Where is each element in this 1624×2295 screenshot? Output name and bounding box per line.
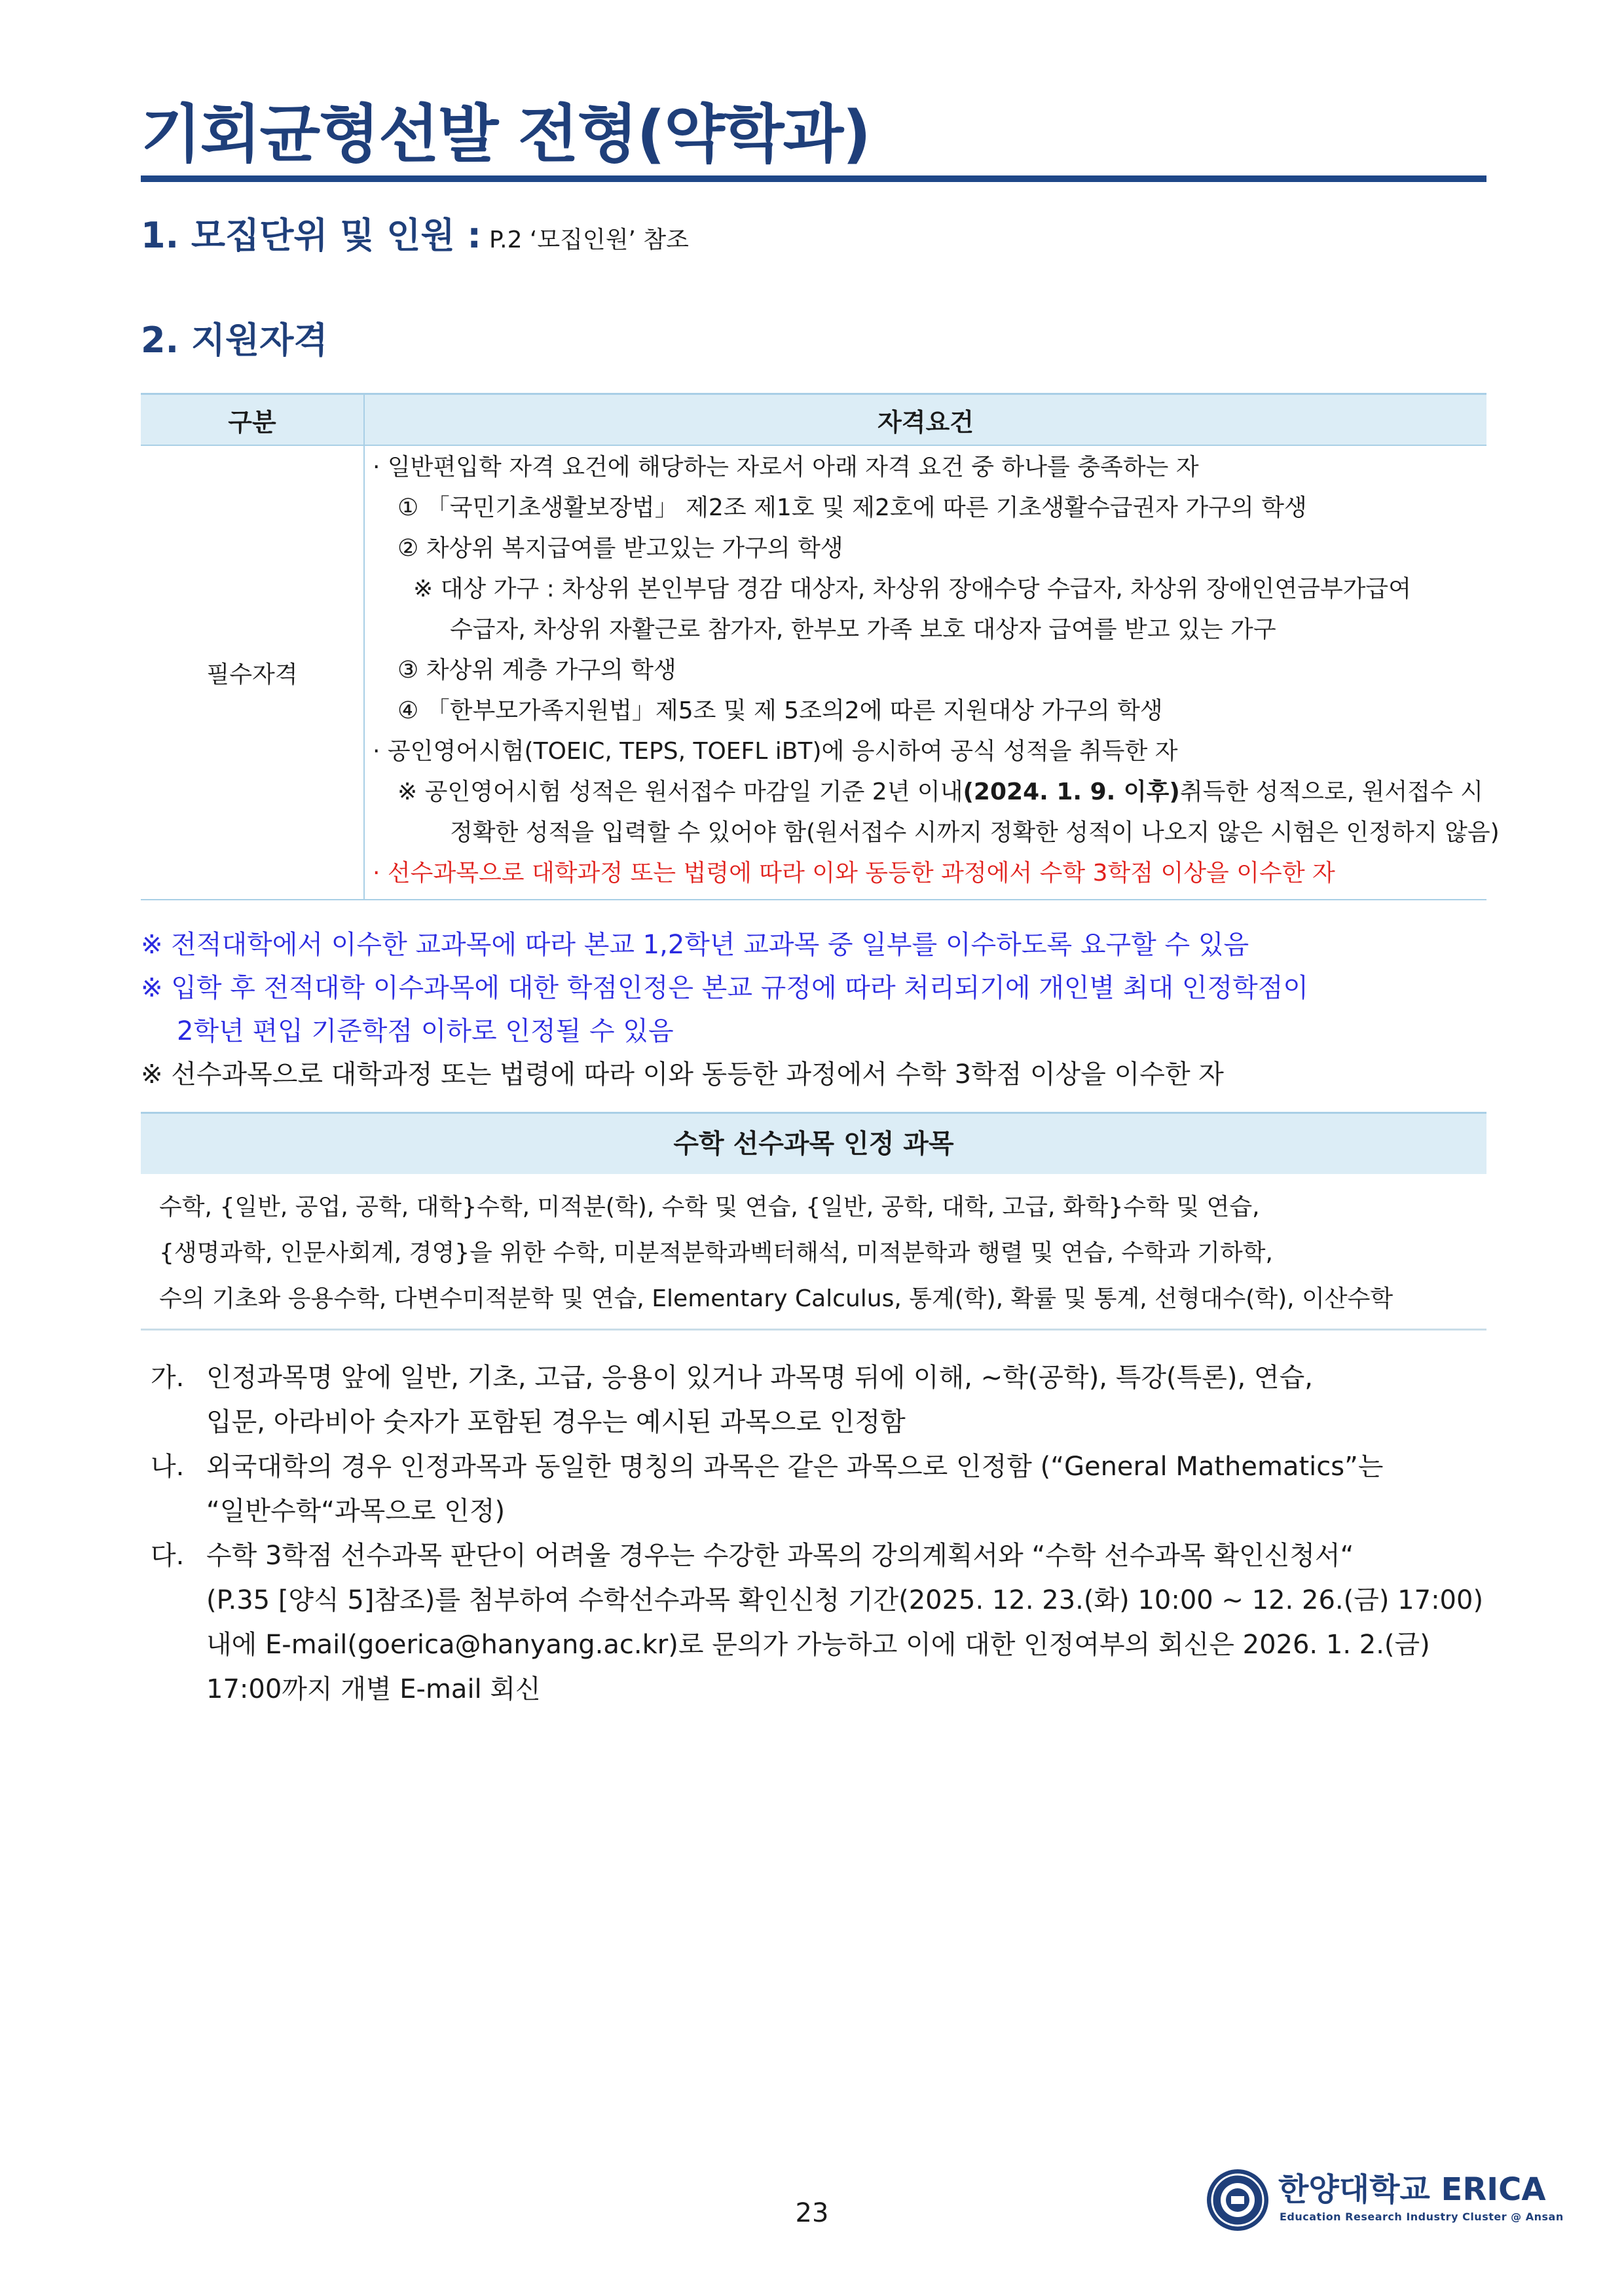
note-line: 2학년 편입 기준학점 이하로 인정될 수 있음 bbox=[177, 1016, 674, 1046]
requirements-cell bbox=[364, 445, 1500, 900]
requirement-line: 수급자, 차상위 자활근로 참가자, 한부모 가족 보호 대상자 급여를 받고 있는 가구 bbox=[450, 616, 1276, 643]
list-marker: 다. bbox=[151, 1541, 185, 1571]
university-seal-icon bbox=[1205, 2167, 1270, 2233]
list-marker: 나. bbox=[151, 1452, 185, 1482]
requirement-line: · 공인영어시험(TOEIC, TEPS, TOEFL iBT)에 응시하여 공식 성적을 취득한 자 bbox=[373, 738, 1178, 765]
header-requirements: 자격요건 bbox=[364, 394, 1486, 446]
list-line: “일반수학“과목으로 인정) bbox=[206, 1496, 506, 1526]
list-line: 외국대학의 경우 인정과목과 동일한 명칭의 과목은 같은 과목으로 인정함 (“General Mathematics”는 bbox=[206, 1452, 1384, 1482]
notes bbox=[141, 923, 1490, 1096]
list-line: 17:00까지 개별 E-mail 회신 bbox=[206, 1674, 541, 1704]
lettered-list bbox=[151, 1355, 1490, 1712]
header-category: 구분 bbox=[141, 394, 364, 446]
note-line: ※ 전적대학에서 이수한 교과목에 따라 본교 1,2학년 교과목 중 일부를 이수하도록 요구할 수 있음 bbox=[141, 930, 1249, 960]
recruitment-note: P.2 ‘모집인원’ 참조 bbox=[489, 227, 689, 253]
subject-line: 수학, {일반, 공업, 공학, 대학}수학, 미적분(학), 수학 및 연습, {일반, 공학, 대학, 고급, 화학}수학 및 연습, bbox=[159, 1194, 1260, 1221]
requirement-line: ※ 공인영어시험 성적은 원서접수 마감일 기준 2년 이내(2024. 1. 9. 이후)취득한 성적으로, 원서접수 시 bbox=[397, 779, 1483, 805]
subject-line: 수의 기초와 응용수학, 다변수미적분학 및 연습, Elementary Calculus, 통계(학), 확률 및 통계, 선형대수(학), 이산수학 bbox=[159, 1285, 1393, 1312]
table-row bbox=[141, 445, 1486, 900]
list-line: 인정과목명 앞에 일반, 기초, 고급, 응용이 있거나 과목명 뒤에 이해, ~학(공학), 특강(특론), 연습, bbox=[206, 1363, 1313, 1393]
list-item bbox=[151, 1355, 1490, 1444]
table-header-row bbox=[141, 394, 1486, 446]
list-item bbox=[151, 1444, 1490, 1533]
requirement-line: 정확한 성적을 입력할 수 있어야 함(원서접수 시까지 정확한 성적이 나오지 않은 시험은 인정하지 않음) bbox=[450, 819, 1500, 846]
note-line: ※ 선수과목으로 대학과정 또는 법령에 따라 이와 동등한 과정에서 수학 3학점 이상을 이수한 자 bbox=[141, 1059, 1224, 1090]
list-line: (P.35 [양식 5]참조)를 첨부하여 수학선수과목 확인신청 기간(2025. 12. 23.(화) 10:00 ~ 12. 26.(금) 17:00) bbox=[206, 1585, 1484, 1615]
logo-tagline: Education Research Industry Cluster @ Ansan bbox=[1280, 2211, 1564, 2223]
date-highlight: (2024. 1. 9. 이후) bbox=[963, 779, 1180, 805]
math-subject-list bbox=[141, 1174, 1486, 1331]
page-number: 23 bbox=[795, 2198, 829, 2228]
page-title: 기회균형선발 전형(약학과) bbox=[141, 98, 870, 171]
logo-name: 한양대학교 ERICA bbox=[1278, 2171, 1546, 2208]
math-subject-heading: 수학 선수과목 인정 과목 bbox=[141, 1112, 1486, 1174]
requirement-line-highlight: · 선수과목으로 대학과정 또는 법령에 따라 이와 동등한 과정에서 수학 3학점 이상을 이수한 자 bbox=[373, 860, 1335, 887]
list-marker: 가. bbox=[151, 1363, 185, 1393]
requirement-line: ① 「국민기초생활보장법」 제2조 제1호 및 제2호에 따른 기초생활수급권자 가구의 학생 bbox=[397, 494, 1307, 521]
list-line: 입문, 아라비아 숫자가 포함된 경우는 예시된 과목으로 인정함 bbox=[206, 1407, 906, 1437]
requirement-line: · 일반편입학 자격 요건에 해당하는 자로서 아래 자격 요건 중 하나를 충족하는 자 bbox=[373, 454, 1199, 481]
requirement-line: ③ 차상위 계층 가구의 학생 bbox=[397, 657, 676, 684]
list-item bbox=[151, 1533, 1490, 1712]
qualification-table bbox=[141, 393, 1500, 900]
category-cell: 필수자격 bbox=[141, 445, 364, 900]
list-line: 수학 3학점 선수과목 판단이 어려울 경우는 수강한 과목의 강의계획서와 “수학 선수과목 확인신청서“ bbox=[206, 1541, 1354, 1571]
list-line: 내에 E-mail(goerica@hanyang.ac.kr)로 문의가 가능하고 이에 대한 인정여부의 회신은 2026. 1. 2.(금) bbox=[206, 1630, 1430, 1660]
title-rule bbox=[141, 175, 1486, 182]
note-line: ※ 입학 후 전적대학 이수과목에 대한 학점인정은 본교 규정에 따라 처리되기에 개인별 최대 인정학점이 bbox=[141, 973, 1309, 1003]
math-subject-box bbox=[141, 1112, 1486, 1331]
subject-line: {생명과학, 인문사회계, 경영}을 위한 수학, 미분적분학과벡터해석, 미적분학과 행렬 및 연습, 수학과 기하학, bbox=[159, 1239, 1273, 1266]
requirement-line: ② 차상위 복지급여를 받고있는 가구의 학생 bbox=[397, 535, 843, 562]
requirement-line: ※ 대상 가구 : 차상위 본인부담 경감 대상자, 차상위 장애수당 수급자, 차상위 장애인연금부가급여 bbox=[413, 576, 1411, 602]
requirement-line: ④ 「한부모가족지원법」제5조 및 제 5조의2에 따른 지원대상 가구의 학생 bbox=[397, 697, 1163, 724]
university-logo bbox=[1205, 2167, 1564, 2239]
section-heading-eligibility: 2. 지원자격 bbox=[141, 320, 328, 361]
section-heading-recruitment: 1. 모집단위 및 인원 : P.2 ‘모집인원’ 참조 bbox=[141, 215, 689, 256]
